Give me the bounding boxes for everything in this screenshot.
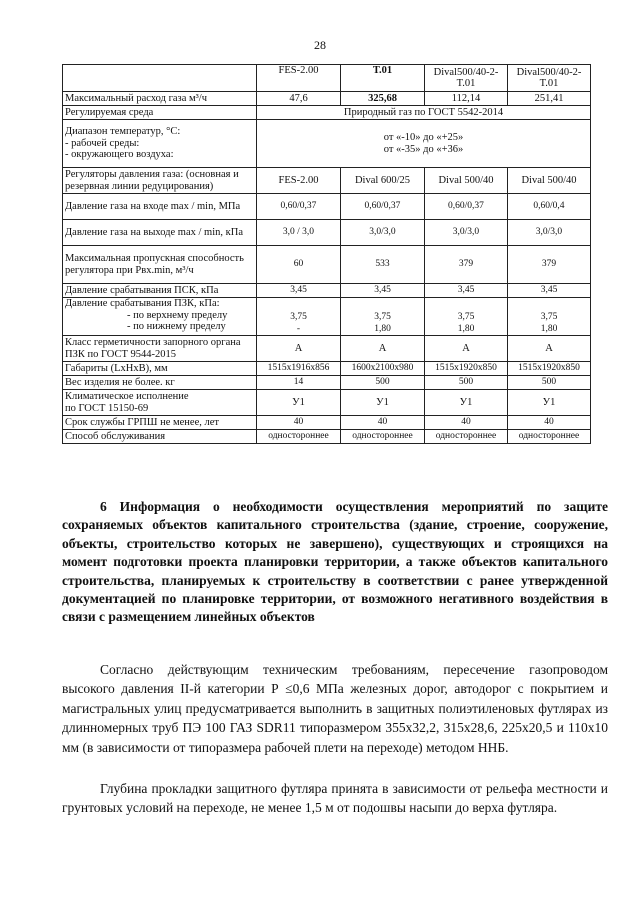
table-cell: 14 (257, 376, 341, 390)
table-row (63, 92, 591, 106)
table-row (63, 416, 591, 430)
table-cell: 40 (508, 416, 591, 430)
table-cell: 500 (508, 376, 591, 390)
row-label-line: Климатическое исполнение (65, 391, 189, 402)
table-cell: 325,68 (341, 92, 425, 106)
table-row (63, 220, 591, 246)
table-cell: 3,0 / 3,0 (257, 220, 341, 246)
row-label: Максимальный расход газа м³/ч (63, 92, 257, 106)
cell-line: от «-10» до «+25» (383, 132, 464, 143)
row-label-line: - окружающего воздуха: (65, 149, 174, 161)
cell-line: от «-35» до «+36» (383, 143, 464, 155)
table-cell: 533 (341, 246, 425, 284)
header-cell-empty (63, 65, 257, 92)
table-cell: 60 (257, 246, 341, 284)
cell-line: 3,75 (457, 312, 475, 322)
table-cell (508, 298, 591, 336)
header-cell: Dival500/40-2-T.01 (508, 65, 591, 92)
table-cell: одностороннее (425, 430, 508, 444)
row-label-line: Давление срабатывания ПЗК, кПа: (65, 298, 220, 309)
table-cell: 3,0/3,0 (341, 220, 425, 246)
table-cell: A (425, 336, 508, 362)
table-row (63, 284, 591, 298)
table-cell: 40 (425, 416, 508, 430)
table-cell: одностороннее (341, 430, 425, 444)
table-cell: 40 (257, 416, 341, 430)
table-row (63, 376, 591, 390)
table-cell: У1 (341, 390, 425, 416)
body-paragraph: Глубина прокладки защитного футляра принята в зависимости от рельефа местности и грунтовых условий на переходе, не менее 1,5 м от подошвы насыпи до верха футляра. (62, 781, 608, 816)
table-cell: 1515x1920x850 (508, 362, 591, 376)
cell-line: 1,80 (374, 323, 391, 334)
table-row (63, 362, 591, 376)
table-cell: A (508, 336, 591, 362)
table-cell: 500 (341, 376, 425, 390)
row-label: Класс герметичности запорного органа ПЗК по ГОСТ 9544-2015 (63, 336, 257, 362)
table-row (63, 298, 591, 336)
section-heading-text: 6 Информация о необходимости осуществления мероприятий по защите сохраняемых объектов капитального строительства (здание, строение, сооружение, объекты, строительство которых не завершено), существующих и строящихся на момент подготовки проекта планировки территории, а также объектов капитального строительства, планируемых к строительству в соответствии с ранее утвержденной документацией по планировке территории, от возможного негативного воздействия в связи с размещением линейных объектов (62, 499, 608, 625)
row-label: Давление газа на выходе max / min, кПа (63, 220, 257, 246)
body-paragraph: Согласно действующим техническим требованиям, пересечение газопроводом высокого давления II-й категории Р ≤0,6 МПа железных дорог, автодорог с покрытием и магистральных улиц предусматривается выполнить в защитных полиэтиленовых футлярах из длинномерных труб ПЭ 100 ГАЗ SDR11 типоразмером 355х32,2, 315х28,6, 225х20,5 и 110х10 мм (в зависимости от типоразмера рабочей плети на переходе) методом ННБ. (62, 662, 608, 755)
table-row (63, 168, 591, 194)
table-cell (257, 298, 341, 336)
table-cell: Dival 500/40 (425, 168, 508, 194)
table-cell: 3,0/3,0 (425, 220, 508, 246)
table-cell: 0,60/0,37 (257, 194, 341, 220)
header-cell: T.01 (341, 65, 425, 92)
table-cell: 3,45 (425, 284, 508, 298)
row-label (63, 390, 257, 416)
table-header-row (63, 65, 591, 92)
row-label (63, 298, 257, 336)
row-label: Срок службы ГРПШ не менее, лет (63, 416, 257, 430)
row-label: Регуляторы давления газа: (основная и резервная линии редуцирования) (63, 168, 257, 194)
page-number: 28 (314, 38, 326, 52)
row-label-line: - по верхнему пределу (127, 309, 228, 321)
table-cell: 251,41 (508, 92, 591, 106)
table-row (63, 430, 591, 444)
header-cell: Dival500/40-2-T.01 (425, 65, 508, 92)
row-label: Габариты (LxHxB), мм (63, 362, 257, 376)
cell-line: 3,75 (540, 312, 558, 322)
table-cell: 3,45 (257, 284, 341, 298)
table-cell: 3,0/3,0 (508, 220, 591, 246)
table-row (63, 246, 591, 284)
table-cell: A (341, 336, 425, 362)
row-label: Максимальная пропускная способность регулятора при Рвх.min, м³/ч (63, 246, 257, 284)
table-cell: одностороннее (508, 430, 591, 444)
table-cell: 112,14 (425, 92, 508, 106)
table-cell: одностороннее (257, 430, 341, 444)
table-cell (257, 120, 591, 168)
table-cell: 379 (425, 246, 508, 284)
table-cell: 40 (341, 416, 425, 430)
table-cell: Dival 500/40 (508, 168, 591, 194)
table-cell (425, 298, 508, 336)
row-label: Регулируемая среда (63, 106, 257, 120)
table-cell: 3,45 (341, 284, 425, 298)
table-cell (341, 298, 425, 336)
table-row (63, 194, 591, 220)
table-cell: 0,60/0,37 (425, 194, 508, 220)
cell-line: 1,80 (457, 323, 475, 334)
table-cell: 500 (425, 376, 508, 390)
table-cell: Природный газ по ГОСТ 5542-2014 (257, 106, 591, 120)
table-cell: У1 (508, 390, 591, 416)
table-cell: 379 (508, 246, 591, 284)
cell-line: - (296, 323, 301, 334)
section-heading (62, 498, 608, 627)
header-cell: FES-2.00 (257, 65, 341, 92)
table-cell: Dival 600/25 (341, 168, 425, 194)
row-label-line: - рабочей среды: (65, 137, 140, 149)
table-cell: A (257, 336, 341, 362)
table-cell: У1 (257, 390, 341, 416)
row-label: Способ обслуживания (63, 430, 257, 444)
table-row (63, 336, 591, 362)
row-label (63, 120, 257, 168)
table-cell: 47,6 (257, 92, 341, 106)
table-row (63, 120, 591, 168)
table-row (63, 106, 591, 120)
table-cell: 0,60/0,37 (341, 194, 425, 220)
table-row (63, 390, 591, 416)
table-cell: FES-2.00 (257, 168, 341, 194)
cell-line: 3,75 (374, 312, 391, 322)
cell-line: 1,80 (540, 323, 558, 334)
table-cell: 1600x2100x980 (341, 362, 425, 376)
table-cell: 1515x1920x850 (425, 362, 508, 376)
row-label: Давление срабатывания ПСК, кПа (63, 284, 257, 298)
table-cell: 1515x1916x856 (257, 362, 341, 376)
row-label: Вес изделия не более. кг (63, 376, 257, 390)
row-label-line: Диапазон температур, °С: (65, 126, 181, 138)
spec-table (62, 64, 591, 444)
row-label-line: по ГОСТ 15150-69 (65, 402, 149, 414)
row-label-line: - по нижнему пределу (127, 321, 226, 332)
cell-line: 3,75 (290, 312, 307, 322)
row-label: Давление газа на входе max / min, МПа (63, 194, 257, 220)
table-cell: 3,45 (508, 284, 591, 298)
table-cell: 0,60/0,4 (508, 194, 591, 220)
table-cell: У1 (425, 390, 508, 416)
